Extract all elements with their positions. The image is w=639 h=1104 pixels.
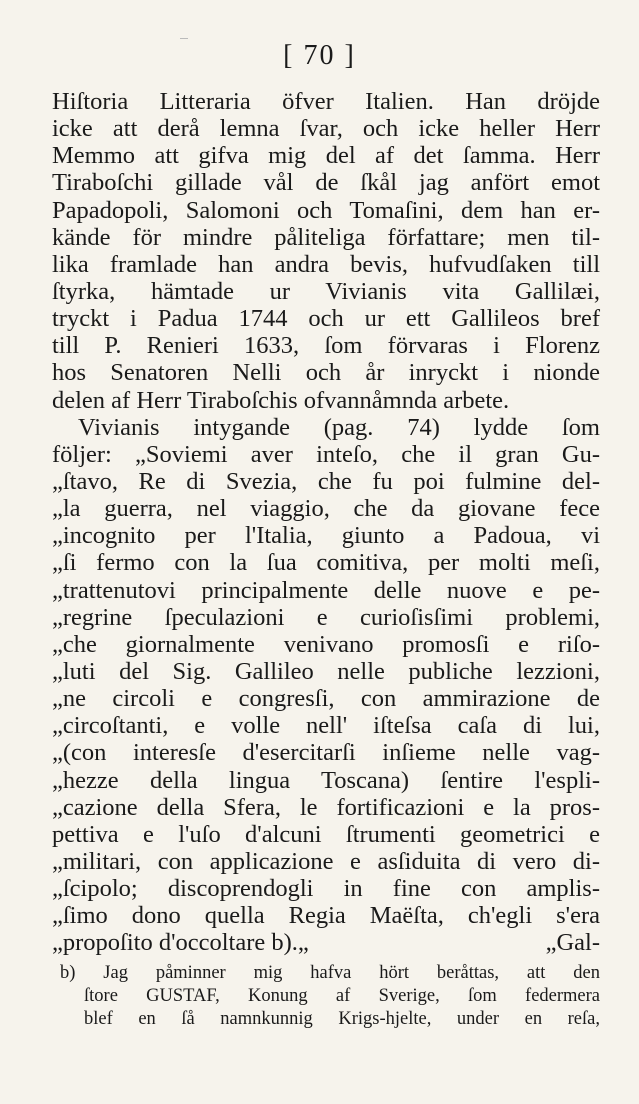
text-line: „ſtavo, Re di Svezia, che fu poi fulmine del-	[52, 467, 600, 495]
text-line: „circoſtanti, e volle nell' iſteſsa caſa di lui,	[52, 712, 600, 740]
text-line: „regrine ſpeculazioni e curioſisſimi problemi,	[52, 603, 600, 631]
text-line: „luti del Sig. Gallileo nelle publiche lezzioni,	[52, 657, 600, 685]
text-line: „trattenutovi principalmente delle nuove e pe-	[52, 576, 600, 604]
text-line: Memmo att gifva mig del af det ſamma. Herr	[52, 142, 600, 170]
text-line: Tiraboſchi gillade vål de ſkål jag anfört emot	[52, 169, 600, 197]
main-text	[52, 88, 600, 957]
text-line: följer: „Soviemi aver inteſo, che il gran Gu-	[52, 440, 600, 468]
page-mark	[180, 38, 188, 39]
footnote-line: ſtore GUSTAF, Konung af Sverige, ſom federmera	[84, 986, 600, 1006]
text-line: kände för mindre påliteliga författare; men til-	[52, 223, 600, 251]
text-line: hos Senatoren Nelli och år inryckt i nionde	[52, 359, 600, 387]
text-line: „ne circoli e congresſi, con ammirazione de	[52, 685, 600, 713]
catchword: „Gal-	[545, 929, 600, 957]
text-line-end: „propoſito d'occoltare b).„	[52, 929, 309, 957]
text-line: delen af Herr Tiraboſchis ofvannåmnda arbete.	[52, 386, 510, 414]
text-line: Papadopoli, Salomoni och Tomaſini, dem han er-	[52, 196, 600, 224]
page-number-header: [ 70 ]	[283, 40, 356, 71]
text-line: lika framlade han andra bevis, hufvudſaken till	[52, 250, 600, 278]
text-line: Hiſtoria Litteraria öfver Italien. Han dröjde	[52, 88, 600, 115]
text-line: „la guerra, nel viaggio, che da giovane fece	[52, 495, 600, 523]
text-line: till P. Renieri 1633, ſom förvaras i Florenz	[52, 332, 600, 360]
footnote-line: b) Jag påminner mig hafva hört beråttas, att den	[60, 963, 600, 983]
text-line: pettiva e l'uſo d'alcuni ſtrumenti geometrici e	[52, 820, 600, 848]
text-line-final	[52, 929, 600, 956]
text-line: Vivianis intygande (pag. 74) lydde ſom	[78, 413, 600, 441]
footnote	[52, 962, 600, 1031]
text-line: icke att derå lemna ſvar, och icke heller Herr	[52, 115, 600, 143]
text-line: ſtyrka, hämtade ur Vivianis vita Gallilæi,	[52, 277, 600, 305]
text-line: „ſcipolo; discoprendogli in fine con amplis-	[52, 875, 600, 903]
footnote-line: blef en ſå namnkunnig Krigs-hjelte, under en reſa,	[84, 1009, 600, 1029]
text-line: „incognito per l'Italia, giunto a Padoua, vi	[52, 522, 600, 550]
text-line: „che giornalmente venivano promosſi e riſo-	[52, 630, 600, 658]
text-line: „hezze della lingua Toscana) ſentire l'espli-	[52, 766, 600, 794]
text-line: tryckt i Padua 1744 och ur ett Gallileos bref	[52, 305, 600, 333]
text-line: „ſimo dono quella Regia Maëſta, ch'egli s'era	[52, 902, 600, 930]
text-line: „militari, con applicazione e asſiduita di vero di-	[52, 847, 600, 875]
text-line: „ſi fermo con la ſua comitiva, per molti meſi,	[52, 549, 600, 577]
text-line: „cazione della Sfera, le fortificazioni e la pros-	[52, 793, 600, 821]
text-line: „(con interesſe d'esercitarſi inſieme nelle vag-	[52, 739, 600, 767]
